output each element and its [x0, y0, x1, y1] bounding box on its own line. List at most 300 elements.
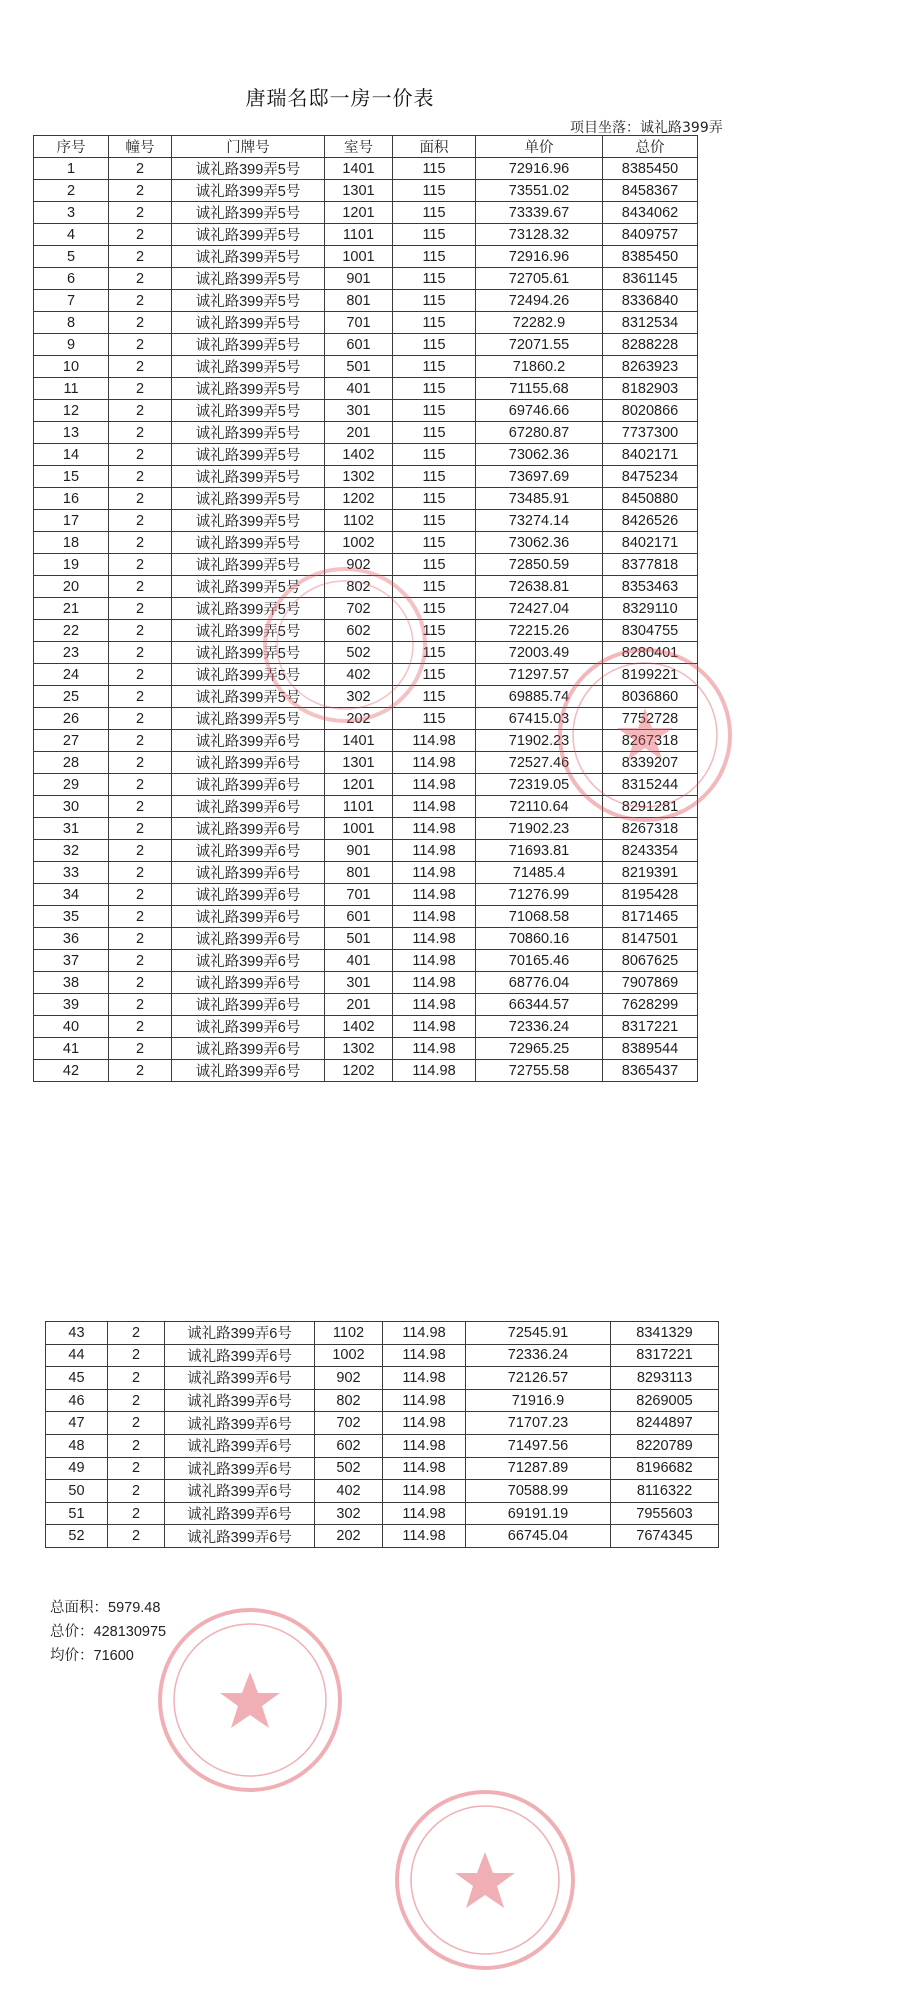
cell-unit-price: 73062.36 [476, 532, 603, 554]
cell-address: 诚礼路399弄6号 [165, 1367, 315, 1390]
project-location: 项目坐落：诚礼路399弄 [570, 120, 723, 136]
cell-room: 602 [315, 1434, 383, 1457]
cell-total-price: 8220789 [611, 1434, 719, 1457]
cell-room: 1302 [325, 466, 393, 488]
cell-address: 诚礼路399弄5号 [172, 510, 325, 532]
table-row [34, 1060, 698, 1082]
cell-total-price: 8067625 [603, 950, 698, 972]
cell-building: 2 [109, 532, 172, 554]
cell-seq: 25 [34, 686, 109, 708]
cell-building: 2 [109, 466, 172, 488]
cell-address: 诚礼路399弄6号 [172, 950, 325, 972]
cell-total-price: 8312534 [603, 312, 698, 334]
cell-area: 114.98 [393, 1038, 476, 1060]
cell-seq: 29 [34, 774, 109, 796]
table-row [34, 532, 698, 554]
cell-address: 诚礼路399弄5号 [172, 246, 325, 268]
table-row [34, 400, 698, 422]
cell-building: 2 [109, 268, 172, 290]
cell-building: 2 [109, 708, 172, 730]
cell-unit-price: 72427.04 [476, 598, 603, 620]
cell-room: 801 [325, 290, 393, 312]
cell-unit-price: 71902.23 [476, 730, 603, 752]
cell-area: 114.98 [393, 730, 476, 752]
cell-area: 114.98 [393, 906, 476, 928]
cell-total-price: 8293113 [611, 1367, 719, 1390]
table-row [34, 928, 698, 950]
cell-unit-price: 71497.56 [466, 1434, 611, 1457]
cell-building: 2 [109, 884, 172, 906]
header-total-price: 总价 [603, 136, 698, 158]
cell-building: 2 [108, 1480, 165, 1503]
cell-seq: 15 [34, 466, 109, 488]
table-row [34, 752, 698, 774]
cell-building: 2 [109, 972, 172, 994]
cell-area: 114.98 [393, 862, 476, 884]
cell-address: 诚礼路399弄6号 [172, 1038, 325, 1060]
cell-building: 2 [109, 796, 172, 818]
cell-address: 诚礼路399弄6号 [165, 1525, 315, 1548]
cell-building: 2 [109, 488, 172, 510]
cell-room: 702 [315, 1412, 383, 1435]
cell-address: 诚礼路399弄6号 [172, 1016, 325, 1038]
cell-seq: 26 [34, 708, 109, 730]
table-row [34, 202, 698, 224]
table-row [34, 598, 698, 620]
cell-unit-price: 71287.89 [466, 1457, 611, 1480]
table-row [46, 1367, 719, 1390]
cell-area: 114.98 [393, 994, 476, 1016]
cell-unit-price: 73274.14 [476, 510, 603, 532]
cell-area: 115 [393, 246, 476, 268]
cell-seq: 35 [34, 906, 109, 928]
cell-unit-price: 67415.03 [476, 708, 603, 730]
cell-building: 2 [109, 950, 172, 972]
cell-room: 901 [325, 840, 393, 862]
cell-building: 2 [109, 400, 172, 422]
cell-address: 诚礼路399弄5号 [172, 466, 325, 488]
cell-area: 115 [393, 158, 476, 180]
cell-seq: 12 [34, 400, 109, 422]
cell-unit-price: 71693.81 [476, 840, 603, 862]
cell-unit-price: 71276.99 [476, 884, 603, 906]
document-title: 唐瑞名邸一房一价表 [245, 86, 435, 110]
table-row [34, 466, 698, 488]
cell-unit-price: 72215.26 [476, 620, 603, 642]
cell-total-price: 8336840 [603, 290, 698, 312]
cell-total-price: 8288228 [603, 334, 698, 356]
cell-room: 1401 [325, 158, 393, 180]
cell-area: 115 [393, 312, 476, 334]
cell-total-price: 8353463 [603, 576, 698, 598]
cell-room: 501 [325, 356, 393, 378]
cell-building: 2 [109, 928, 172, 950]
cell-room: 1201 [325, 774, 393, 796]
table-row [34, 686, 698, 708]
cell-address: 诚礼路399弄5号 [172, 356, 325, 378]
cell-seq: 47 [46, 1412, 108, 1435]
cell-building: 2 [109, 906, 172, 928]
cell-total-price: 8329110 [603, 598, 698, 620]
cell-address: 诚礼路399弄5号 [172, 686, 325, 708]
cell-seq: 1 [34, 158, 109, 180]
cell-area: 114.98 [383, 1480, 466, 1503]
cell-room: 1101 [325, 796, 393, 818]
cell-building: 2 [109, 774, 172, 796]
cell-area: 115 [393, 620, 476, 642]
cell-area: 115 [393, 488, 476, 510]
cell-total-price: 8317221 [603, 1016, 698, 1038]
cell-area: 115 [393, 466, 476, 488]
cell-address: 诚礼路399弄5号 [172, 642, 325, 664]
cell-room: 801 [325, 862, 393, 884]
cell-room: 902 [325, 554, 393, 576]
cell-room: 1102 [325, 510, 393, 532]
cell-room: 1002 [325, 532, 393, 554]
table-row [34, 1016, 698, 1038]
cell-address: 诚礼路399弄5号 [172, 202, 325, 224]
cell-building: 2 [109, 1016, 172, 1038]
cell-total-price: 8147501 [603, 928, 698, 950]
table-header-row [34, 136, 698, 158]
cell-building: 2 [109, 598, 172, 620]
cell-unit-price: 72916.96 [476, 158, 603, 180]
cell-building: 2 [109, 158, 172, 180]
cell-area: 114.98 [393, 884, 476, 906]
cell-unit-price: 73697.69 [476, 466, 603, 488]
cell-address: 诚礼路399弄6号 [165, 1344, 315, 1367]
cell-area: 114.98 [393, 818, 476, 840]
cell-seq: 28 [34, 752, 109, 774]
cell-room: 1001 [325, 818, 393, 840]
cell-room: 802 [315, 1389, 383, 1412]
cell-unit-price: 67280.87 [476, 422, 603, 444]
cell-building: 2 [109, 862, 172, 884]
cell-address: 诚礼路399弄5号 [172, 598, 325, 620]
cell-room: 401 [325, 378, 393, 400]
cell-building: 2 [109, 1038, 172, 1060]
cell-area: 114.98 [383, 1502, 466, 1525]
cell-area: 114.98 [383, 1322, 466, 1345]
cell-seq: 31 [34, 818, 109, 840]
cell-room: 602 [325, 620, 393, 642]
table-row [46, 1525, 719, 1548]
cell-room: 802 [325, 576, 393, 598]
cell-total-price: 7674345 [611, 1525, 719, 1548]
cell-address: 诚礼路399弄6号 [172, 1060, 325, 1082]
cell-room: 201 [325, 994, 393, 1016]
cell-room: 1102 [315, 1322, 383, 1345]
cell-room: 402 [315, 1480, 383, 1503]
cell-room: 1202 [325, 488, 393, 510]
cell-unit-price: 72126.57 [466, 1367, 611, 1390]
table-row [34, 576, 698, 598]
cell-area: 115 [393, 510, 476, 532]
cell-building: 2 [109, 180, 172, 202]
cell-total-price: 8385450 [603, 158, 698, 180]
cell-building: 2 [108, 1502, 165, 1525]
cell-unit-price: 71485.4 [476, 862, 603, 884]
cell-seq: 13 [34, 422, 109, 444]
cell-building: 2 [108, 1525, 165, 1548]
cell-seq: 30 [34, 796, 109, 818]
cell-unit-price: 72850.59 [476, 554, 603, 576]
cell-total-price: 8280401 [603, 642, 698, 664]
cell-building: 2 [108, 1344, 165, 1367]
cell-seq: 18 [34, 532, 109, 554]
cell-building: 2 [109, 202, 172, 224]
cell-area: 114.98 [393, 752, 476, 774]
cell-total-price: 8267318 [603, 730, 698, 752]
table-row [34, 730, 698, 752]
cell-room: 902 [315, 1367, 383, 1390]
cell-seq: 11 [34, 378, 109, 400]
cell-address: 诚礼路399弄6号 [165, 1502, 315, 1525]
cell-address: 诚礼路399弄6号 [165, 1480, 315, 1503]
cell-total-price: 8389544 [603, 1038, 698, 1060]
cell-address: 诚礼路399弄5号 [172, 422, 325, 444]
cell-room: 701 [325, 884, 393, 906]
cell-address: 诚礼路399弄5号 [172, 268, 325, 290]
cell-seq: 23 [34, 642, 109, 664]
table-row [34, 796, 698, 818]
average-price: 均价：71600 [50, 1648, 134, 1664]
table-row [34, 158, 698, 180]
cell-area: 115 [393, 444, 476, 466]
table-row [34, 334, 698, 356]
cell-address: 诚礼路399弄5号 [172, 620, 325, 642]
cell-address: 诚礼路399弄6号 [165, 1434, 315, 1457]
table-row [34, 488, 698, 510]
cell-room: 601 [325, 334, 393, 356]
cell-room: 1101 [325, 224, 393, 246]
cell-area: 115 [393, 290, 476, 312]
table-row [34, 378, 698, 400]
cell-address: 诚礼路399弄6号 [172, 774, 325, 796]
cell-address: 诚礼路399弄5号 [172, 400, 325, 422]
cell-seq: 41 [34, 1038, 109, 1060]
cell-room: 1301 [325, 180, 393, 202]
cell-seq: 8 [34, 312, 109, 334]
cell-total-price: 7907869 [603, 972, 698, 994]
cell-building: 2 [109, 994, 172, 1016]
cell-total-price: 8244897 [611, 1412, 719, 1435]
cell-address: 诚礼路399弄6号 [172, 972, 325, 994]
cell-area: 115 [393, 686, 476, 708]
cell-area: 114.98 [383, 1434, 466, 1457]
price-table-part-1 [33, 135, 698, 1082]
cell-seq: 34 [34, 884, 109, 906]
cell-total-price: 7955603 [611, 1502, 719, 1525]
cell-building: 2 [109, 686, 172, 708]
cell-building: 2 [109, 378, 172, 400]
cell-room: 1202 [325, 1060, 393, 1082]
cell-address: 诚礼路399弄5号 [172, 224, 325, 246]
cell-room: 501 [325, 928, 393, 950]
cell-address: 诚礼路399弄6号 [172, 994, 325, 1016]
cell-unit-price: 66344.57 [476, 994, 603, 1016]
total-price: 总价：428130975 [50, 1624, 167, 1640]
official-seal-stamp [385, 1780, 585, 1980]
cell-total-price: 8339207 [603, 752, 698, 774]
cell-building: 2 [109, 444, 172, 466]
cell-area: 115 [393, 532, 476, 554]
cell-building: 2 [109, 620, 172, 642]
cell-unit-price: 72755.58 [476, 1060, 603, 1082]
table-row [46, 1322, 719, 1345]
cell-seq: 36 [34, 928, 109, 950]
cell-room: 1401 [325, 730, 393, 752]
cell-area: 114.98 [393, 950, 476, 972]
cell-total-price: 8116322 [611, 1480, 719, 1503]
table-row [46, 1412, 719, 1435]
cell-area: 115 [393, 224, 476, 246]
cell-seq: 33 [34, 862, 109, 884]
cell-building: 2 [109, 554, 172, 576]
cell-unit-price: 72705.61 [476, 268, 603, 290]
cell-total-price: 8450880 [603, 488, 698, 510]
cell-area: 115 [393, 180, 476, 202]
table-row [34, 774, 698, 796]
cell-seq: 49 [46, 1457, 108, 1480]
cell-building: 2 [108, 1367, 165, 1390]
cell-total-price: 8385450 [603, 246, 698, 268]
cell-seq: 39 [34, 994, 109, 1016]
cell-unit-price: 71068.58 [476, 906, 603, 928]
cell-seq: 10 [34, 356, 109, 378]
cell-address: 诚礼路399弄5号 [172, 554, 325, 576]
table-row [34, 884, 698, 906]
cell-building: 2 [109, 246, 172, 268]
cell-seq: 16 [34, 488, 109, 510]
cell-total-price: 8219391 [603, 862, 698, 884]
cell-area: 115 [393, 664, 476, 686]
cell-seq: 44 [46, 1344, 108, 1367]
cell-unit-price: 69746.66 [476, 400, 603, 422]
cell-total-price: 8195428 [603, 884, 698, 906]
cell-room: 1001 [325, 246, 393, 268]
cell-address: 诚礼路399弄6号 [165, 1412, 315, 1435]
cell-building: 2 [109, 334, 172, 356]
cell-unit-price: 72638.81 [476, 576, 603, 598]
cell-area: 115 [393, 400, 476, 422]
cell-unit-price: 72336.24 [476, 1016, 603, 1038]
cell-address: 诚礼路399弄6号 [172, 818, 325, 840]
cell-total-price: 8196682 [611, 1457, 719, 1480]
cell-seq: 46 [46, 1389, 108, 1412]
cell-address: 诚礼路399弄5号 [172, 312, 325, 334]
cell-room: 1201 [325, 202, 393, 224]
cell-total-price: 8036860 [603, 686, 698, 708]
cell-building: 2 [109, 730, 172, 752]
cell-address: 诚礼路399弄5号 [172, 334, 325, 356]
cell-total-price: 8315244 [603, 774, 698, 796]
cell-unit-price: 72916.96 [476, 246, 603, 268]
table-row [34, 950, 698, 972]
cell-address: 诚礼路399弄5号 [172, 444, 325, 466]
table-row [34, 862, 698, 884]
cell-address: 诚礼路399弄5号 [172, 708, 325, 730]
cell-building: 2 [109, 356, 172, 378]
cell-unit-price: 72545.91 [466, 1322, 611, 1345]
cell-total-price: 8377818 [603, 554, 698, 576]
cell-area: 114.98 [383, 1525, 466, 1548]
cell-building: 2 [108, 1457, 165, 1480]
cell-seq: 38 [34, 972, 109, 994]
cell-room: 1301 [325, 752, 393, 774]
cell-unit-price: 69191.19 [466, 1502, 611, 1525]
cell-area: 114.98 [383, 1344, 466, 1367]
cell-address: 诚礼路399弄5号 [172, 664, 325, 686]
cell-building: 2 [109, 840, 172, 862]
cell-area: 115 [393, 422, 476, 444]
cell-room: 302 [325, 686, 393, 708]
cell-total-price: 8243354 [603, 840, 698, 862]
cell-total-price: 8199221 [603, 664, 698, 686]
cell-seq: 2 [34, 180, 109, 202]
cell-unit-price: 73339.67 [476, 202, 603, 224]
cell-area: 114.98 [383, 1389, 466, 1412]
cell-seq: 24 [34, 664, 109, 686]
cell-room: 901 [325, 268, 393, 290]
header-unit-price: 单价 [476, 136, 603, 158]
cell-unit-price: 71155.68 [476, 378, 603, 400]
cell-area: 114.98 [393, 1060, 476, 1082]
cell-room: 202 [325, 708, 393, 730]
cell-building: 2 [109, 422, 172, 444]
cell-address: 诚礼路399弄6号 [172, 862, 325, 884]
header-address: 门牌号 [172, 136, 325, 158]
cell-address: 诚礼路399弄5号 [172, 158, 325, 180]
cell-building: 2 [109, 224, 172, 246]
cell-total-price: 8291281 [603, 796, 698, 818]
cell-area: 115 [393, 268, 476, 290]
table-row [34, 554, 698, 576]
cell-room: 301 [325, 972, 393, 994]
cell-room: 302 [315, 1502, 383, 1525]
cell-area: 114.98 [383, 1412, 466, 1435]
cell-seq: 21 [34, 598, 109, 620]
cell-total-price: 8361145 [603, 268, 698, 290]
table-row [34, 268, 698, 290]
cell-total-price: 8475234 [603, 466, 698, 488]
table-row [34, 356, 698, 378]
cell-room: 701 [325, 312, 393, 334]
cell-room: 301 [325, 400, 393, 422]
cell-room: 502 [315, 1457, 383, 1480]
cell-unit-price: 72003.49 [476, 642, 603, 664]
cell-address: 诚礼路399弄6号 [172, 752, 325, 774]
table-row [34, 906, 698, 928]
cell-total-price: 8409757 [603, 224, 698, 246]
cell-unit-price: 73551.02 [476, 180, 603, 202]
cell-address: 诚礼路399弄5号 [172, 378, 325, 400]
table-row [46, 1457, 719, 1480]
cell-address: 诚礼路399弄6号 [172, 906, 325, 928]
cell-building: 2 [109, 510, 172, 532]
cell-unit-price: 71860.2 [476, 356, 603, 378]
cell-seq: 19 [34, 554, 109, 576]
table-row [34, 444, 698, 466]
cell-building: 2 [108, 1389, 165, 1412]
cell-area: 115 [393, 642, 476, 664]
cell-area: 114.98 [393, 774, 476, 796]
cell-seq: 6 [34, 268, 109, 290]
cell-room: 702 [325, 598, 393, 620]
table-row [34, 620, 698, 642]
table-row [34, 840, 698, 862]
cell-area: 115 [393, 334, 476, 356]
